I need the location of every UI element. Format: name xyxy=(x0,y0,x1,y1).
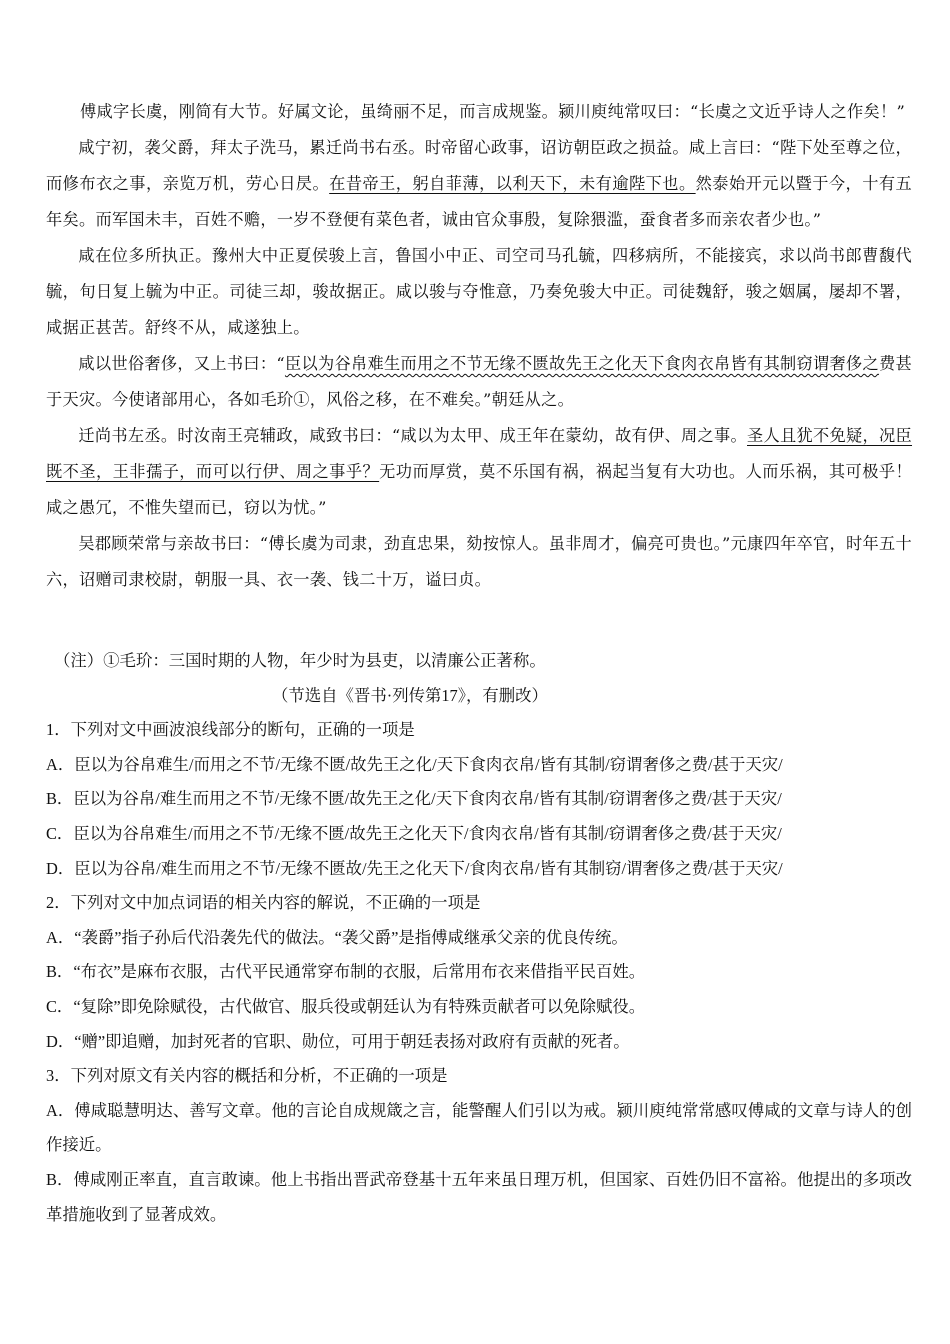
passage-text: 费甚于天灾。今使诸部用心，各如毛玠①，风俗之移，在不难矣。”朝廷从之。 xyxy=(46,354,912,409)
passage-paragraph-2 xyxy=(46,130,912,238)
question-1-option-d: D．臣以为谷帛/难生而用之不节/无缘不匮故/先王之化天下/食肉衣帛/皆有其制窃/谓奢侈之费/甚于天灾/ xyxy=(46,858,783,878)
passage-text: 无功而厚赏，莫不乐国有祸，祸起当复有大功也。人而乐祸，其可极乎！咸之愚冗，不惟失望而已，窃以为忧。” xyxy=(46,462,912,517)
question-2-option-b: B．“布衣”是麻布衣服，古代平民通常穿布制的衣服，后常用布衣来借指平民百姓。 xyxy=(46,962,646,982)
question-1-option-a: A．臣以为谷帛难生/而用之不节/无缘不匮/故先王之化/天下食肉衣帛/皆有其制/窃谓奢侈之费/甚于天灾/ xyxy=(46,754,783,774)
annotation-note: （注）①毛玠：三国时期的人物，年少时为县吏，以清廉公正著称。 xyxy=(54,651,546,670)
question-2-option-d: D．“赠”即追赠，加封死者的官职、勋位，可用于朝廷表扬对政府有贡献的死者。 xyxy=(46,1031,630,1051)
question-3-option-b: B．傅咸刚正率直，直言敢谏。他上书指出晋武帝登基十五年来虽日理万机，但国家、百姓仍旧不富裕。他提出的多项改革措施收到了显著成效。 xyxy=(46,1169,912,1224)
wavy-underlined-passage: 臣以为谷帛难生而用之不节无缘不匮故先王之化天下食肉衣帛皆有其制窃谓奢侈之 xyxy=(284,354,879,373)
classical-chinese-passage xyxy=(46,94,912,598)
passage-text: 然泰始开元以暨于今，十有五年矣。而军国未丰，百姓不赡，一岁不登便有菜色者，诚由官众事殷，复除猥滥，蚕食者多而亲农者少也。” xyxy=(46,174,912,229)
questions-section xyxy=(46,644,912,1232)
passage-paragraph-1: 傅咸字长虞，刚简有大节。好属文论，虽绮丽不足，而言成规鉴。颍川庾纯常叹曰：“长虞之文近乎诗人之作矣！” xyxy=(80,102,906,121)
passage-text: 咸宁初，袭父爵，拜太子洗马，累迁尚书右丞。时帝留心政事，诏访朝臣政之损益。咸上言曰：“陛下处至尊之位，而修布衣之事，亲览万机，劳心日昃。 xyxy=(46,138,912,193)
underlined-sentence-1: 在昔帝王，躬自菲薄，以利天下，未有逾陛下也。 xyxy=(329,174,696,193)
question-2-option-c: C．“复除”即免除赋役，古代做官、服兵役或朝廷认为有特殊贡献者可以免除赋役。 xyxy=(46,996,646,1016)
question-2-option-a: A．“袭爵”指子孙后代沿袭先代的做法。“袭父爵”是指傅咸继承父亲的优良传统。 xyxy=(46,927,628,947)
passage-paragraph-6: 吴郡顾荣常与亲故书曰：“傅长虞为司隶，劲直忠果，劾按惊人。虽非周才，偏亮可贵也。”元康四年卒官，时年五十六，诏赠司隶校尉，朝服一具、衣一袭、钱二十万，谥曰贞。 xyxy=(46,534,912,589)
underlined-sentence-2: 圣人且犹不免疑，况臣既不圣，王非孺子，而可以行伊、周之事乎？ xyxy=(46,426,913,481)
question-2-stem: 2．下列对文中加点词语的相关内容的解说，不正确的一项是 xyxy=(46,893,481,913)
passage-paragraph-3: 咸在位多所执正。豫州大中正夏侯骏上言，鲁国小中正、司空司马孔毓，四移病所，不能接宾，求以尚书郎曹馥代毓，旬日复上毓为中正。司徒三却，骏故据正。咸以骏与夺惟意，乃奏免骏大中正。司徒魏舒，骏之姻属，屡却不署，咸据正甚苦。舒终不从，咸遂独上。 xyxy=(46,246,912,337)
question-1-stem: 1．下列对文中画波浪线部分的断句，正确的一项是 xyxy=(46,720,415,740)
passage-text: 咸以世俗奢侈，又上书曰：“ xyxy=(78,354,285,373)
passage-paragraph-5 xyxy=(46,418,912,526)
passage-text: 迁尚书左丞。时汝南王亮辅政，咸致书曰：“咸以为太甲、成王年在蒙幼，故有伊、周之事。 xyxy=(78,426,748,445)
passage-paragraph-4 xyxy=(46,346,912,418)
question-1-option-b: B．臣以为谷帛/难生而用之不节/无缘不匮/故先王之化/天下食肉衣帛/皆有其制/窃谓奢侈之费/甚于天灾/ xyxy=(46,789,782,809)
question-3-option-a: A．傅咸聪慧明达、善写文章。他的言论自成规箴之言，能警醒人们引以为戒。颍川庾纯常常感叹傅咸的文章与诗人的创作接近。 xyxy=(46,1100,912,1155)
question-1-option-c: C．臣以为谷帛难生/而用之不节/无缘不匮/故先王之化天下/食肉衣帛/皆有其制/窃谓奢侈之费/甚于天灾/ xyxy=(46,823,782,843)
source-citation: （节选自《晋书·列传第17》，有删改） xyxy=(272,685,548,705)
question-3-stem: 3．下列对原文有关内容的概括和分析，不正确的一项是 xyxy=(46,1066,448,1086)
